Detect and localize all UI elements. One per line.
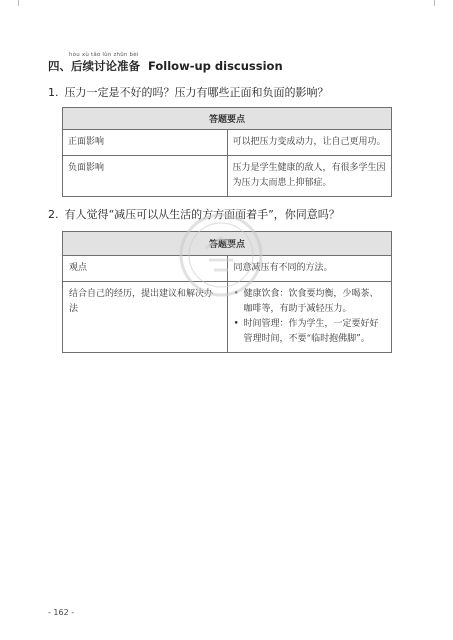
question-1	[48, 84, 329, 100]
table-row	[63, 130, 392, 156]
row-label-positive: 正面影响	[63, 130, 228, 156]
list-item: • 时间管理：作为学生，一定要好好管理时间，不要“临时抱佛脚”。	[234, 317, 386, 347]
page-top-edge	[0, 0, 453, 6]
answer-table-2-header: 答题要点	[63, 232, 392, 256]
row-value-positive: 可以把压力变成动力，让自己更用功。	[227, 130, 392, 156]
list-item: • 健康饮食：饮食要均衡，少喝茶、咖啡等，有助于减轻压力。	[234, 287, 386, 317]
section-heading	[48, 58, 283, 74]
answer-table-2	[62, 231, 392, 353]
answer-table-1	[62, 107, 392, 197]
table-row	[63, 256, 392, 282]
question-1-text: 压力一定是不好的吗？压力有哪些正面和负面的影响？	[64, 86, 329, 99]
table-row	[63, 282, 392, 353]
question-2-number: 2.	[48, 208, 59, 221]
row-value-suggestions	[227, 282, 392, 353]
section-pinyin: hòu xù tǎo lùn zhǔn bèi	[69, 52, 139, 58]
crop-mark-left	[18, 0, 19, 6]
row-label-viewpoint: 观点	[63, 256, 228, 282]
row-label-suggestions: 结合自己的经历，提出建议和解决办法	[63, 282, 228, 353]
page-number: - 162 -	[48, 608, 75, 617]
suggestion-list	[234, 287, 386, 347]
crop-mark-right	[434, 0, 435, 6]
table-row	[63, 156, 392, 197]
question-2-text: 有人觉得“减压可以从生活的方方面面着手”，你同意吗？	[64, 208, 340, 221]
section-heading-zh: 四、后续讨论准备	[48, 59, 140, 73]
question-1-number: 1.	[48, 86, 59, 99]
question-2	[48, 206, 340, 222]
row-value-viewpoint: 同意减压有不同的方法。	[227, 256, 392, 282]
row-label-negative: 负面影响	[63, 156, 228, 197]
row-value-negative: 压力是学生健康的敌人，有很多学生因为压力太而患上抑郁症。	[227, 156, 392, 197]
answer-table-1-header: 答题要点	[63, 108, 392, 130]
section-heading-en: Follow-up discussion	[148, 59, 283, 73]
